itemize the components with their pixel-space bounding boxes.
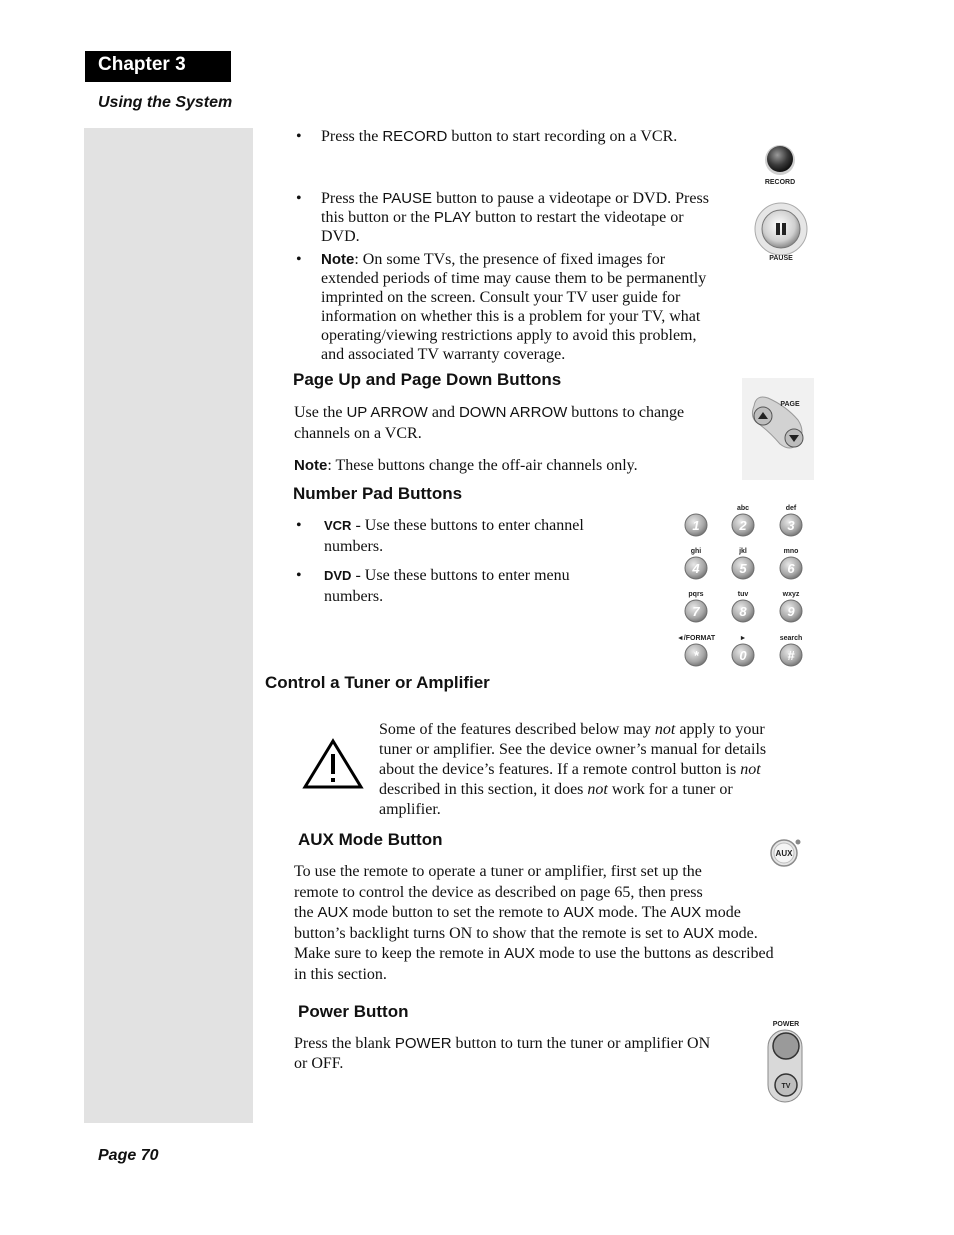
keypad-key-label: ghi (690, 548, 702, 555)
keypad-key-number: 9 (787, 604, 795, 619)
svg-text:TV: TV (781, 1083, 791, 1090)
page-up-down-icon (742, 378, 814, 480)
svg-text:RECORD: RECORD (764, 179, 796, 186)
number-pad-heading: Number Pad Buttons (293, 484, 463, 503)
keypad-key-number: # (787, 648, 795, 663)
keypad-key-label: abc (736, 505, 750, 512)
aux-heading: AUX Mode Button (298, 830, 443, 849)
page-number: Page 70 (98, 1147, 159, 1164)
record-text: Press the RECORD button to start recording on a VCR. (321, 128, 678, 145)
page-buttons-heading: Page Up and Page Down Buttons (293, 370, 562, 389)
vcr-bullet (296, 516, 636, 560)
keypad-key-number: 5 (739, 561, 747, 576)
keypad-key-number: 0 (739, 648, 747, 663)
tuner-heading: Control a Tuner or Amplifier (265, 673, 490, 692)
svg-text:AUX: AUX (775, 849, 793, 858)
tv-note-bullet (296, 250, 746, 365)
power-button-icon (762, 1016, 810, 1104)
svg-text:PAUSE: PAUSE (769, 255, 793, 262)
bullet-dot: • (296, 251, 302, 268)
keypad-key-number: 3 (787, 518, 795, 533)
chapter-tab: Chapter 3 (85, 51, 231, 82)
keypad-key-number: 4 (692, 561, 700, 576)
pause-bullet (296, 189, 746, 249)
keypad-key-number: 8 (739, 604, 747, 619)
section-subtitle: Using the System (98, 94, 233, 111)
tuner-warning-text: Some of the features described below may not apply to your tuner or amplifier. See the device owner’s manual for details about the device’s features. If a remote control button is not described in this section, it does not work for a tuner or amplifier. (379, 721, 767, 818)
svg-text:POWER: POWER (772, 1021, 800, 1028)
keypad-key-label: ► (739, 635, 747, 642)
record-button-icon (760, 142, 804, 188)
keypad-key-label: mno (783, 548, 799, 555)
vcr-text: VCR - Use these buttons to enter channel numbers. (324, 517, 584, 555)
keypad-key-label: ◄/FORMAT (676, 635, 716, 642)
page-buttons-text: Use the UP ARROW and DOWN ARROW buttons to change channels on a VCR. (294, 404, 685, 442)
svg-text:PAGE: PAGE (780, 401, 800, 408)
keypad-key-number: 1 (692, 518, 700, 533)
dvd-text: DVD - Use these buttons to enter menu numbers. (324, 567, 570, 605)
power-heading: Power Button (298, 1002, 409, 1021)
bullet-dot: • (296, 517, 302, 534)
bullet-dot: • (296, 128, 302, 145)
pause-button-icon (750, 202, 812, 264)
page-buttons-note: Note: These buttons change the off-air channels only. (294, 457, 638, 474)
tv-note-text: Note: On some TVs, the presence of fixed images for extended periods of time may cause them to be permanently imprinted on the screen. Consult your TV user guide for information on whether this is a problem for your TV, what operating/viewing restrictions apply to avoid this problem, and associated TV warranty coverage. (321, 251, 707, 363)
record-bullet (296, 127, 746, 147)
keypad-key-label: wxyz (782, 591, 800, 598)
keypad-key-label: pqrs (688, 591, 704, 598)
keypad-key-number: 6 (787, 561, 795, 576)
sidebar-margin (84, 128, 253, 1123)
warning-icon (302, 738, 364, 790)
aux-text: To use the remote to operate a tuner or amplifier, first set up the remote to control the device as described on page 65, then press the AUX mode button to set the remote to AUX mode. The AUX mode button’s backlight turns ON to show that the remote is set to AUX mode. Make sure to keep the remote in AUX mode to use the buttons as described in this section. (294, 863, 774, 983)
bullet-dot: • (296, 190, 302, 207)
keypad-key-label: search (779, 635, 803, 642)
keypad-key-label: tuv (737, 591, 749, 598)
bullet-dot: • (296, 567, 302, 584)
keypad-key-number: 2 (739, 518, 747, 533)
power-text: Press the blank POWER button to turn the tuner or amplifier ON or OFF. (294, 1035, 711, 1072)
keypad-key-label: jkl (739, 548, 747, 555)
keypad-key-label: def (785, 505, 797, 512)
keypad-key-number: * (693, 648, 699, 663)
dvd-bullet (296, 566, 636, 610)
pause-text: Press the PAUSE button to pause a videotape or DVD. Press this button or the PLAY button to restart the videotape or DVD. (321, 190, 709, 245)
keypad-key-number: 7 (692, 604, 700, 619)
number-pad-icon (668, 498, 814, 670)
